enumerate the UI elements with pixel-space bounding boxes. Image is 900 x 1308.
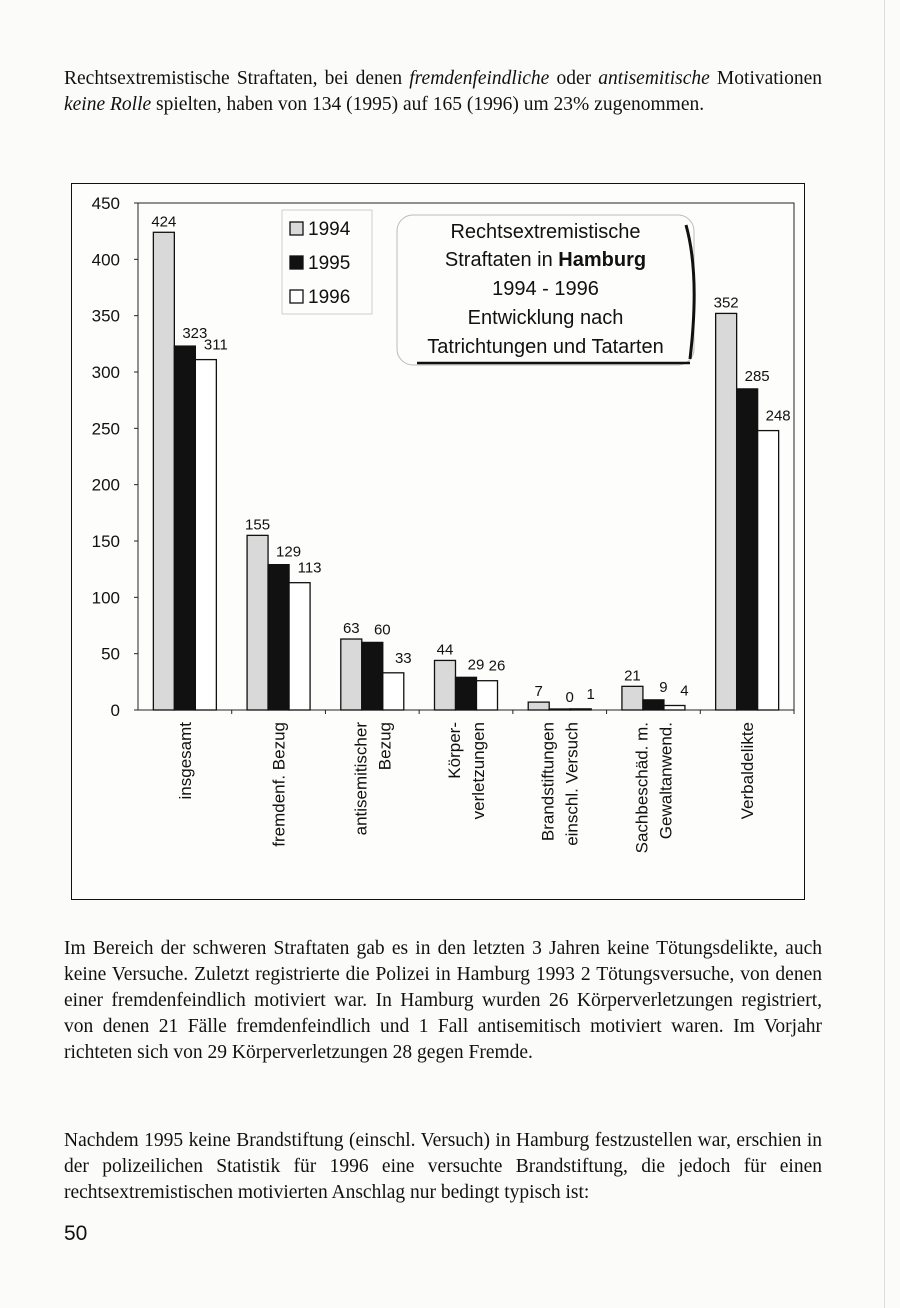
bar-1994 — [153, 232, 174, 710]
legend-swatch-1996 — [290, 290, 303, 303]
data-label-1995: 323 — [182, 325, 208, 343]
y-tick-label: 0 — [110, 701, 120, 720]
bar-1994 — [528, 702, 549, 710]
y-tick-label: 200 — [91, 475, 120, 495]
data-label-1994: 352 — [713, 294, 739, 312]
chart-title-line-5: Tatrichtungen und Tatarten — [427, 336, 664, 358]
page-number: 50 — [64, 1222, 88, 1245]
y-tick-label: 350 — [91, 306, 120, 326]
y-tick-label: 450 — [91, 194, 120, 213]
data-label-1994: 424 — [151, 213, 177, 231]
data-label-1996: 4 — [680, 682, 689, 700]
data-label-1994: 44 — [436, 641, 454, 659]
bar-1994 — [622, 686, 643, 710]
legend-label-1995: 1995 — [308, 253, 351, 274]
body-paragraph-arson: Nachdem 1995 keine Brandstiftung (einschl. Versuch) in Hamburg festzustellen war, erschien in der polizeilichen Statistik für 1996 eine versuchte Brandstiftung, die jedoch für einen rechtsextremistischen motivierten Anschlag nur bedingt typisch ist: — [64, 1130, 822, 1203]
category-label: Brandstiftungen — [538, 722, 558, 842]
bar-1995 — [362, 642, 383, 710]
y-tick-label: 300 — [91, 363, 120, 382]
bar-1994 — [435, 660, 456, 710]
y-tick-label: 100 — [91, 588, 120, 608]
y-tick-label: 50 — [101, 644, 120, 664]
y-tick-label: 250 — [91, 419, 120, 439]
data-label-1996: 248 — [765, 407, 791, 425]
category-label: insgesamt — [175, 722, 195, 800]
data-label-1995: 9 — [659, 678, 668, 696]
legend-label-1994: 1994 — [308, 219, 351, 240]
bar-1995 — [268, 565, 289, 710]
data-label-1996: 33 — [394, 649, 412, 667]
chart-title-line-3: 1994 - 1996 — [492, 278, 599, 300]
category-label: verletzungen — [469, 722, 488, 820]
category-label: antisemitischer — [351, 722, 371, 836]
data-label-1995: 60 — [373, 621, 391, 639]
data-label-1995: 0 — [565, 689, 574, 706]
bar-1995 — [643, 700, 664, 710]
legend-swatch-1995 — [290, 256, 303, 269]
bar-1995 — [174, 346, 195, 710]
body-paragraph-violent-crimes: Im Bereich der schweren Straftaten gab es in den letzten 3 Jahren keine Tötungsdelikte, auch keine Versuche. Zuletzt registrierte die Polizei in Hamburg 1993 2 Tötungsversuche, von denen einer fremdenfeindlich motiviert war. In Hamburg wurden 26 Körperverletzungen registriert, von denen 21 Fälle fremdenfeindlich und 1 Fall antisemitisch motiviert waren. Im Vorjahr richteten sich von 29 Körperverletzungen 28 gegen Fremde. — [64, 938, 822, 1063]
bar-1995 — [737, 389, 758, 710]
data-label-1996: 311 — [203, 336, 228, 354]
data-label-1994: 155 — [245, 516, 271, 534]
category-label: einschl. Versuch — [562, 722, 582, 846]
bar-1994 — [247, 535, 268, 710]
bar-1995 — [549, 709, 570, 710]
bar-1994 — [341, 639, 362, 710]
y-tick-label: 150 — [91, 532, 120, 551]
bar-1996 — [570, 709, 591, 710]
data-label-1996: 1 — [586, 685, 595, 703]
category-label: Sachbeschäd. m. — [632, 722, 652, 854]
data-label-1994: 21 — [624, 667, 641, 685]
bar-1995 — [456, 677, 477, 710]
chart-title-prefix: Straftaten in — [444, 249, 559, 271]
chart-title-line-4: Entwicklung nach — [467, 307, 624, 329]
bar-1996 — [195, 360, 216, 710]
data-label-1995: 29 — [467, 656, 485, 674]
bar-1996 — [477, 681, 498, 710]
bar-1996 — [289, 583, 310, 710]
category-label: Bezug — [375, 722, 395, 771]
chart-title-line-1: Rechtsextremistische — [450, 221, 641, 243]
category-label: Verbaldelikte — [738, 722, 758, 820]
bar-1994 — [716, 313, 737, 710]
chart-title-line-2 — [445, 249, 646, 271]
data-label-1996: 26 — [488, 657, 506, 675]
data-label-1994: 63 — [342, 620, 360, 638]
chart-title-city: Hamburg — [558, 249, 647, 271]
category-label: Gewaltanwend. — [656, 722, 676, 840]
bar-1996 — [758, 431, 779, 710]
data-label-1995: 285 — [744, 367, 770, 385]
data-label-1994: 7 — [534, 683, 543, 701]
bar-1996 — [664, 705, 685, 710]
data-label-1995: 129 — [276, 543, 302, 561]
y-tick-label: 400 — [91, 250, 120, 270]
scan-edge — [884, 0, 885, 1308]
legend-swatch-1994 — [290, 222, 303, 235]
bar-1996 — [383, 673, 404, 710]
category-label: fremdenf. Bezug — [269, 722, 289, 847]
bar-chart — [72, 184, 806, 901]
legend-label-1996: 1996 — [308, 287, 351, 308]
chart-frame — [71, 183, 805, 900]
intro-paragraph: Rechtsextremistische Straftaten, bei denen fremdenfeindliche oder antisemitische Motivationen keine Rolle spielten, haben von 134 (1995) auf 165 (1996) um 23% zugenommen. — [64, 68, 823, 115]
category-label: Körper- — [445, 722, 464, 779]
data-label-1996: 113 — [297, 559, 322, 577]
